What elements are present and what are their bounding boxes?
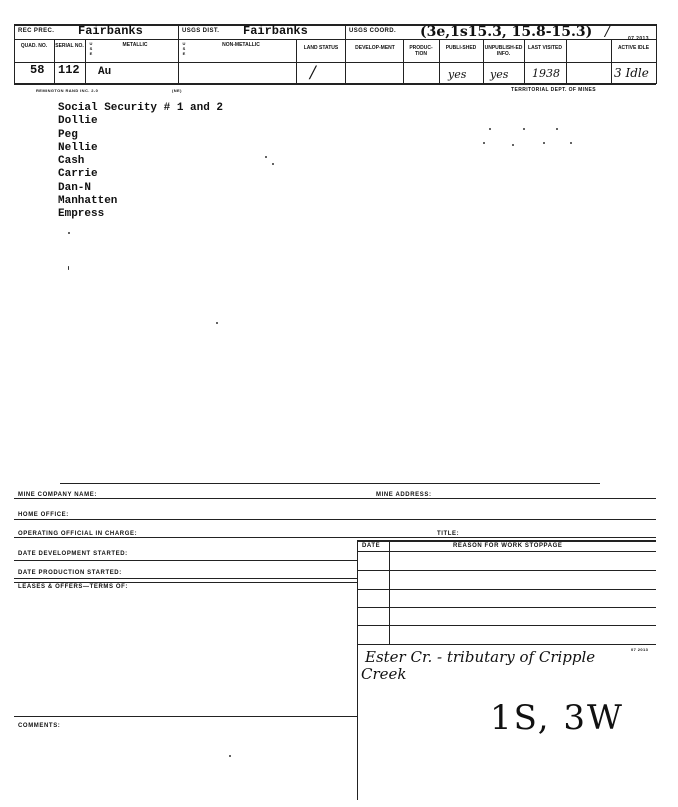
handwritten-location: 1S, 3W [490, 698, 624, 738]
land-status-value: / [310, 63, 316, 83]
claim-item: Dan-N [58, 181, 92, 194]
corner-code: 07 2013 [628, 36, 649, 42]
claim-item: Cash [58, 155, 85, 168]
last-visited-value: 1938 [532, 67, 560, 80]
col-development: DEVELOP-MENT [355, 45, 395, 51]
published-value: yes [448, 68, 467, 81]
operating-official-label: OPERATING OFFICIAL IN CHARGE: [18, 531, 138, 537]
rec-prec-value: Fairbanks [78, 24, 143, 38]
usgs-coord-value: (3e,1s15.3, 15.8-15.3) [420, 24, 593, 40]
serial-value: 112 [58, 63, 80, 77]
claims-list [58, 102, 223, 222]
active-idle-value: 3 Idle [614, 66, 649, 80]
col-quad: QUAD. NO. [20, 43, 48, 49]
mine-address-label: MINE ADDRESS: [376, 492, 432, 498]
claim-item: Peg [58, 128, 78, 141]
comments-label: COMMENTS: [18, 723, 61, 729]
claim-item: Empress [58, 208, 105, 221]
col-metallic: METALLIC [122, 42, 148, 48]
claim-item: Manhatten [58, 195, 118, 208]
col-active-idle: ACTIVE IDLE [617, 45, 650, 51]
home-office-label: HOME OFFICE: [18, 512, 69, 518]
form-code: 07 2013 [631, 647, 649, 652]
region-code: (NE) [172, 88, 182, 93]
claim-item: Nellie [58, 141, 98, 154]
claim-item: Carrie [58, 168, 98, 181]
usgs-coord-label: USGS COORD. [349, 28, 397, 34]
metallic-value: Au [98, 66, 112, 78]
reason-stoppage-label: REASON FOR WORK STOPPAGE [453, 543, 563, 549]
claim-item: Dollie [58, 115, 98, 128]
usgs-dist-label: USGS DIST. [182, 28, 220, 34]
col-last-visited: LAST VISITED [528, 45, 562, 51]
printer-imprint: REMINGTON RAND INC. 2-0 [36, 88, 99, 93]
col-unpublished: UNPUBLISH-ED INFO. [484, 45, 523, 57]
col-published: PUBLI-SHED [445, 45, 477, 51]
claim-item: Social Security # 1 and 2 [58, 102, 224, 114]
col-land-status: LAND STATUS [303, 45, 339, 51]
col-serial: SERIAL NO. [55, 43, 84, 49]
date-production-label: DATE PRODUCTION STARTED: [18, 570, 122, 576]
quad-value: 58 [30, 63, 45, 77]
leases-offers-label: LEASES & OFFERS—TERMS OF: [18, 584, 129, 590]
date-development-label: DATE DEVELOPMENT STARTED: [18, 551, 128, 557]
col-metallic-prefix: U S E [89, 41, 93, 56]
title-label: TITLE: [437, 531, 460, 537]
department-name: TERRITORIAL DEPT. OF MINES [511, 87, 596, 93]
mine-company-label: MINE COMPANY NAME: [18, 492, 97, 498]
handwritten-note-line1: Ester Cr. - tributary of Cripple [365, 648, 596, 666]
corner-mark: / [605, 24, 610, 40]
unpublished-value: yes [490, 68, 509, 81]
col-nonmetallic-prefix: U S E [182, 41, 186, 56]
rec-prec-label: REC PREC. [18, 28, 55, 34]
col-production: PRODUC-TION [409, 45, 433, 57]
handwritten-note-line2: Creek [361, 665, 407, 683]
date-label: DATE [362, 543, 381, 549]
col-nonmetallic: NON-METALLIC [222, 42, 260, 48]
usgs-dist-value: Fairbanks [243, 24, 308, 38]
